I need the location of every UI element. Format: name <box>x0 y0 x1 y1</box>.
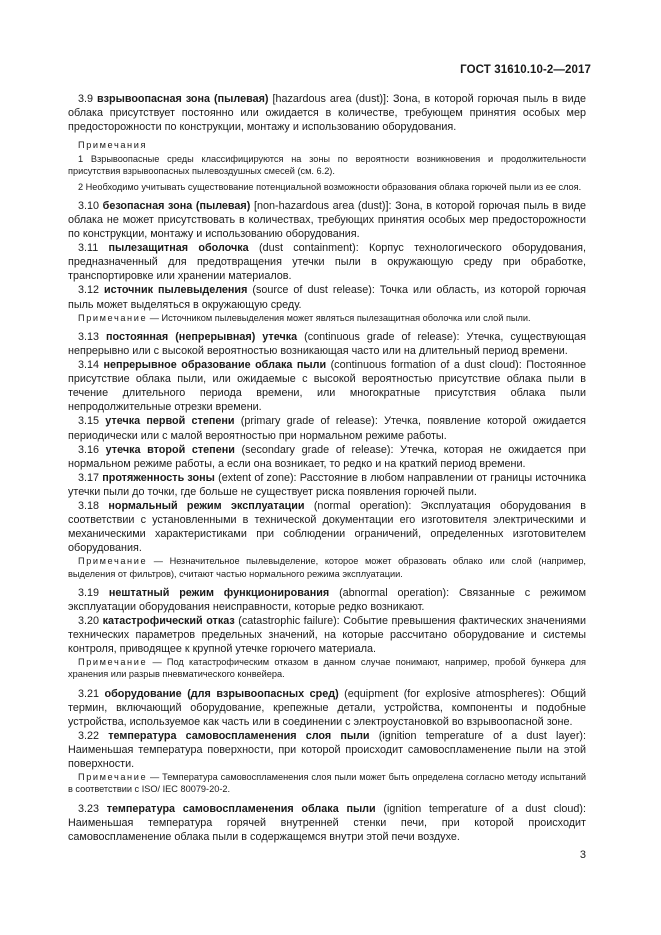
definition: (equipment (for explosive atmospheres): Общий термин, включающий оборудование, крепежные детали, устройства, компоненты и подобные устройства, используемое как часть или в соединении с электроустановкой во взрывоопасной зоне. <box>68 687 586 728</box>
definition: (secondary grade of release): Утечка, которая не ожидается при нормальном режиме работы, а если она возникает, то редко и на краткий период времени. <box>68 443 586 470</box>
note-label: Примечание <box>78 772 148 783</box>
entry-number: 3.21 <box>78 687 100 700</box>
term: температура самовоспламенения облака пыли <box>106 802 376 815</box>
note-1: 1 Взрывоопасные среды классифицируются на зоны по вероятности возникновения и продолжительности присутствия взрывоопасных пылевоздушных смесей (см. 6.2). <box>68 154 586 177</box>
term: оборудование (для взрывоопасных сред) <box>104 687 339 700</box>
note-label: Примечание <box>78 556 148 567</box>
entry-number: 3.22 <box>78 729 100 742</box>
definition: (dust containment): Корпус технологического оборудования, предназначенный для предотвращения утечки пыли в окружающую среду при обработке, транспортировке или хранении материалов. <box>68 242 586 283</box>
term: протяженность зоны <box>102 471 215 484</box>
term-entry-3-10 <box>68 199 586 241</box>
page-number: 3 <box>579 849 586 861</box>
entry-number: 3.20 <box>78 614 100 627</box>
entry-number: 3.9 <box>78 93 94 105</box>
term-entry-3-21 <box>68 687 586 729</box>
term-entry-3-22 <box>68 729 586 771</box>
entry-number: 3.17 <box>78 471 100 484</box>
term-entry-3-16 <box>68 443 586 471</box>
note-3-20 <box>68 656 586 680</box>
term-entry-3-15 <box>68 414 586 442</box>
term: катастрофический отказ <box>102 614 235 627</box>
note-2: 2 Необходимо учитывать существование потенциальной возможности образования облака горючей пыли из ее слоя. <box>78 181 582 192</box>
note-text: — Незначительное пылевыделение, которое может образовать облако или слой (например, выделения от фильтров), считают частью нормального режима эксплуатации. <box>68 556 586 579</box>
term: постоянная (непрерывная) утечка <box>106 330 298 343</box>
term-entry-3-12 <box>68 283 586 311</box>
entry-number: 3.13 <box>78 330 100 343</box>
entry-number: 3.10 <box>78 199 100 212</box>
term: температура самовоспламенения слоя пыли <box>108 729 370 742</box>
term: пылезащитная оболочка <box>108 242 249 255</box>
document-header: ГОСТ 31610.10-2—2017 <box>460 64 591 76</box>
term-entry-3-18 <box>68 499 586 555</box>
note-label: Примечание <box>78 657 148 668</box>
definition: [non-hazardous area (dust)]: Зона, в которой горючая пыль в виде облака не может присутствовать в количествах, требующих принятия особых мер предосторожности по конструкции, монтажу и использованию оборудования. <box>68 199 586 241</box>
term: непрерывное образование облака пыли <box>103 359 327 372</box>
terms-section <box>68 92 586 844</box>
definition: (abnormal operation): Связанные с режимом эксплуатации оборудования неисправности, которые редко возникают. <box>68 586 586 613</box>
term: утечка второй степени <box>105 443 235 456</box>
entry-number: 3.23 <box>78 802 100 815</box>
term: источник пылевыделения <box>104 284 248 297</box>
entry-number: 3.15 <box>78 415 100 428</box>
note-text: — Температура самовоспламенения слоя пыли может быть определена согласно методу испытаний в соответствии с ISO/ IEC 80079-20-2. <box>68 772 586 795</box>
term-entry-3-23 <box>68 802 586 844</box>
term-entry-3-14 <box>68 358 586 414</box>
definition: (continuous grade of release): Утечка, существующая непрерывно или с высокой вероятностью возникающая часто или на длительный период времени. <box>68 330 587 357</box>
definition: [hazardous area (dust)]: Зона, в которой горючая пыль в виде облака присутствует постоянно или ожидается в количестве, требующем принятия особых мер предосторожности по конструкции, монтажу и использованию оборудования. <box>68 93 586 134</box>
note-3-12 <box>68 312 586 324</box>
definition: (continuous formation of a dust cloud): Постоянное присутствие облака пыли, или ожидаемые с высокой вероятностью присутствие облака пыли в течение длительного периода времени, или многократные присутствия облака пыли непродолжительные отрезки времени. <box>68 359 587 414</box>
entry-number: 3.18 <box>78 499 100 512</box>
entry-number: 3.16 <box>78 443 100 456</box>
definition: (catastrophic failure): Событие превышения фактических значениями технических параметров предельных значений, на которые рассчитано оборудование и системы контроля, приводящее к крупной утечке горючего материала. <box>68 614 587 656</box>
definition: (extent of zone): Расстояние в любом направлении от границы источника утечки пыли до точки, где больше не существует риска появления горючей пыли. <box>68 471 586 498</box>
term-entry-3-19 <box>68 586 586 614</box>
note-3-22 <box>68 771 586 795</box>
note-label: Примечание <box>78 312 148 323</box>
entry-number: 3.19 <box>78 586 100 599</box>
entry-number: 3.14 <box>78 359 100 372</box>
term-entry-3-13 <box>68 330 586 358</box>
term: нормальный режим эксплуатации <box>108 499 305 512</box>
note-text: — Под катастрофическим отказом в данном случае понимают, например, пробой бункера для хранения или разрыв пневматического конвейера. <box>68 657 586 680</box>
note-text: — Источником пылевыделения может являться пылезащитная оболочка или слой пыли. <box>147 312 531 323</box>
term: безопасная зона (пылевая) <box>102 199 251 212</box>
term-entry-3-11 <box>68 241 586 283</box>
term: утечка первой степени <box>105 415 235 428</box>
term-entry-3-20 <box>68 614 586 656</box>
entry-number: 3.11 <box>78 242 99 255</box>
definition: (primary grade of release): Утечка, появление которой ожидается периодически или с малой вероятностью при нормальном режиме работы. <box>68 415 587 442</box>
definition: (ignition temperature of a dust layer): Наименьшая температура поверхности, при которой происходит самовоспламенение пыли на этой поверхности. <box>68 729 587 771</box>
term: нештатный режим функционирования <box>108 586 330 599</box>
notes-heading: Примечания <box>78 140 148 151</box>
term: взрывоопасная зона (пылевая) <box>97 93 269 105</box>
definition: (normal operation): Эксплуатация оборудования в соответствии с установленными в технической документации его изготовителя электрическими и механическими характеристиками при соблюдении ограничений, определенных изготовителем оборудования. <box>68 499 586 555</box>
term-entry-3-9 <box>68 92 586 134</box>
note-3-18 <box>68 555 586 579</box>
definition: (ignition temperature of a dust cloud): Наименьшая температура горячей внутренней стенки печи, при которой происходит самовоспламенение облака пыли в содержащемся внутри этой печи воздухе. <box>68 802 586 843</box>
term-entry-3-17 <box>68 471 586 499</box>
entry-number: 3.12 <box>78 284 100 297</box>
definition: (source of dust release): Точка или область, из которой горючая пыль может выделяться в окружающую среду. <box>68 284 586 311</box>
